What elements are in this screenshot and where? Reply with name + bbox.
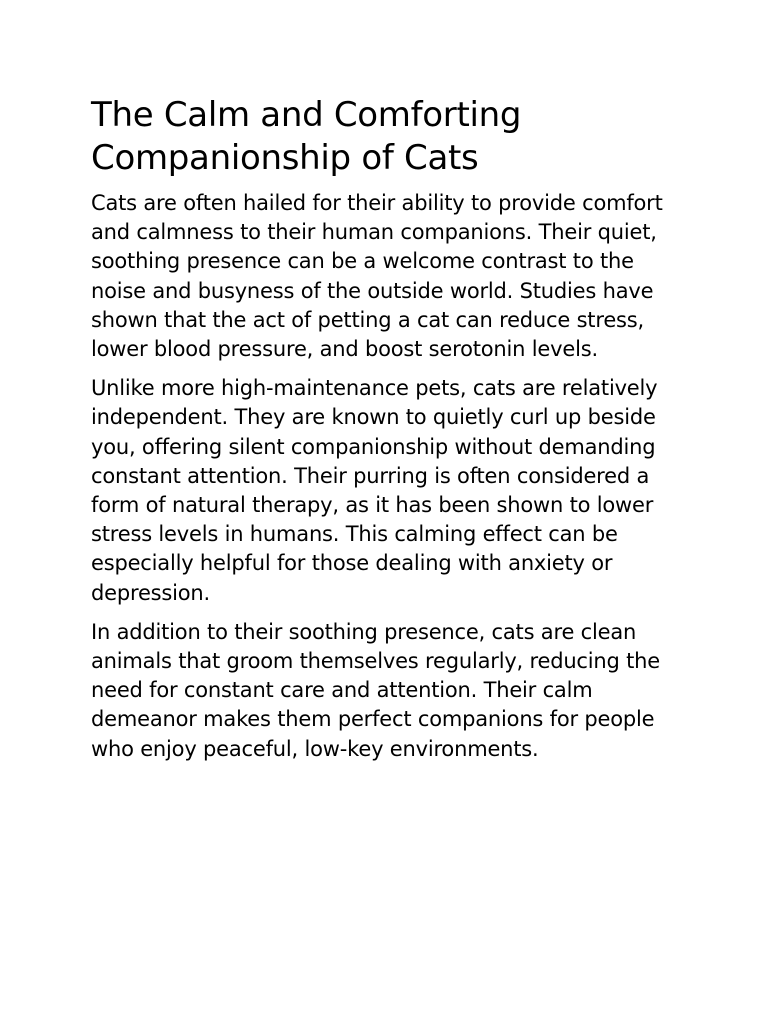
article [91, 94, 691, 764]
article-paragraph: Cats are often hailed for their ability to provide comfort and calmness to their human companions. Their quiet, soothing presence can be a welcome contrast to the noise and busyness of the outside world. Studies have shown that the act of petting a cat can reduce stress, lower blood pressure, and boost serotonin levels. [91, 191, 663, 362]
article-paragraph: In addition to their soothing presence, cats are clean animals that groom themselves regularly, reducing the need for constant care and attention. Their calm demeanor makes them perfect companions for people who enjoy peaceful, low-key environments. [91, 619, 660, 761]
page-title: The Calm and Comforting Companionship of Cats [91, 95, 522, 178]
article-paragraph: Unlike more high-maintenance pets, cats are relatively independent. They are known to quietly curl up beside you, offering silent companionship without demanding constant attention. Their purring is often considered a form of natural therapy, as it has been shown to lower stress levels in humans. This calming effect can be especially helpful for those dealing with anxiety or depression. [91, 376, 658, 605]
